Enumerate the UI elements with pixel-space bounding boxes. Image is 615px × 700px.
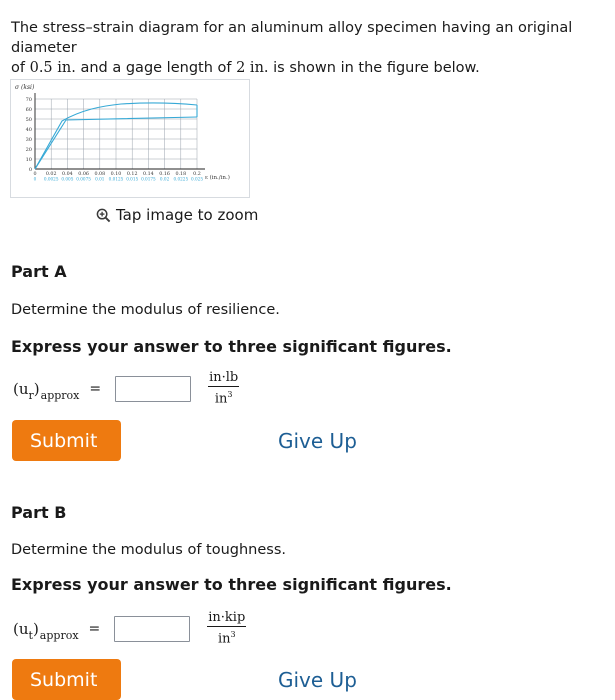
y-tick-label: 30 (25, 137, 32, 143)
x-tick-label-top: 0.18 (175, 172, 187, 177)
tap-to-zoom[interactable] (96, 206, 258, 224)
part-a-task: Determine the modulus of resilience. (11, 302, 280, 318)
part-b-title: Part B (11, 503, 67, 522)
y-tick-label: 50 (25, 117, 32, 123)
x-tick-labels-bottom (34, 177, 204, 182)
stress-strain-figure[interactable] (10, 79, 250, 198)
x-axis-label: ε (in./in.) (205, 175, 230, 181)
part-b-give-up-link[interactable]: Give Up (278, 668, 357, 692)
x-tick-label-bottom: 0.0175 (141, 176, 156, 182)
x-tick-label-bottom: 0 (33, 176, 37, 182)
x-tick-label-top: 0.16 (159, 172, 170, 177)
y-tick-label: 40 (25, 127, 32, 133)
part-b-instruction: Express your answer to three significant figures. (11, 575, 452, 594)
part-a-submit-button[interactable]: Submit (12, 420, 121, 461)
y-tick-label: 0 (28, 167, 32, 173)
problem-line-1: The stress–strain diagram for an aluminum alloy specimen having an original diameter (11, 20, 573, 56)
x-tick-label-bottom: 0.0225 (173, 176, 189, 182)
x-tick-label-top: 0 (33, 172, 37, 177)
stress-strain-diagram (11, 80, 249, 197)
x-tick-label-bottom: 0.015 (126, 176, 139, 182)
x-tick-label-top: 0.04 (62, 172, 73, 177)
x-tick-label-top: 0.10 (110, 172, 122, 177)
zoom-label: Tap image to zoom (116, 206, 259, 224)
part-a-unit: $\frac{in\cdot lb}{in^3}$ (209, 370, 239, 407)
y-tick-label: 70 (25, 97, 32, 103)
x-tick-label-top: 0.2 (193, 172, 201, 177)
gage-length-value: 2 in. (236, 60, 269, 76)
part-a-answer-row (13, 371, 239, 406)
part-a-equals: = (89, 380, 102, 397)
x-tick-label-top: 0.06 (78, 172, 89, 177)
x-tick-label-bottom: 0.005 (61, 176, 74, 182)
part-b-submit-button[interactable]: Submit (12, 659, 121, 700)
zoom-in-icon (96, 208, 111, 223)
y-tick-label: 60 (25, 107, 32, 113)
x-tick-label-bottom: 0.0025 (43, 176, 59, 182)
y-tick-labels (26, 97, 32, 173)
diameter-value: 0.5 in. (29, 60, 76, 76)
part-a-instruction: Express your answer to three significant figures. (11, 337, 452, 356)
part-a-title: Part A (11, 262, 67, 281)
x-tick-label-bottom: 0.02 (159, 176, 170, 182)
part-a-variable: $(u_r)_{approx}$ (13, 379, 80, 402)
part-b-equals: = (88, 620, 101, 637)
part-b-variable: $(u_t)_{approx}$ (13, 619, 79, 642)
y-axis-label: σ (ksi) (15, 84, 35, 91)
part-b-answer-row (13, 611, 246, 646)
y-tick-label: 10 (25, 157, 32, 163)
x-tick-label-top: 0.08 (94, 172, 106, 177)
problem-line-2: of 0.5 in. and a gage length of 2 in. is shown in the figure below. (11, 60, 480, 76)
part-b-answer-input[interactable] (114, 616, 190, 642)
part-a-give-up-link[interactable]: Give Up (278, 429, 357, 453)
x-tick-label-top: 0.14 (143, 172, 154, 177)
x-tick-label-bottom: 0.0125 (108, 176, 124, 182)
x-tick-label-top: 0.02 (45, 172, 57, 177)
x-tick-label-bottom: 0.025 (191, 176, 203, 182)
part-a-answer-input[interactable] (115, 376, 191, 402)
x-tick-label-top: 0.12 (126, 172, 138, 177)
problem-statement (11, 18, 611, 78)
part-b-task: Determine the modulus of toughness. (11, 542, 287, 558)
part-b-unit: $\frac{\text{in·kip}}{in^3}$ (208, 610, 246, 647)
y-tick-label: 20 (25, 147, 32, 153)
x-tick-label-bottom: 0.0075 (76, 176, 91, 182)
x-tick-label-bottom: 0.01 (95, 176, 105, 182)
